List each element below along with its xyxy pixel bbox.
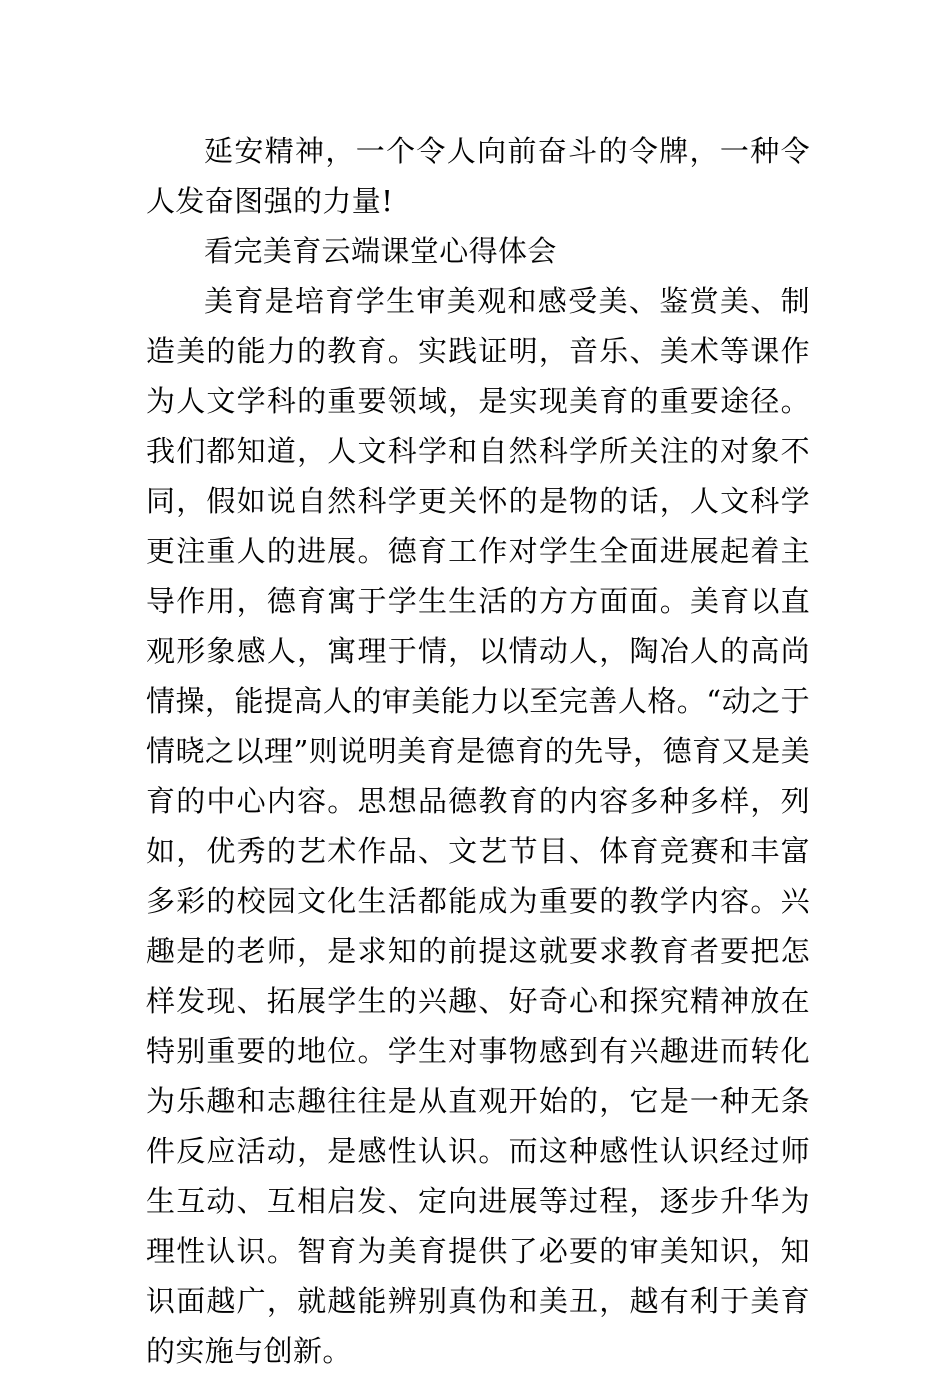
paragraph-yanan-spirit: 延安精神，一个令人向前奋斗的令牌，一种令人发奋图强的力量! — [146, 134, 810, 218]
document-body — [146, 126, 810, 1376]
section-title: 看完美育云端课堂心得体会 — [204, 234, 557, 268]
paragraph-aesthetic-education: 美育是培育学生审美观和感受美、鉴赏美、制造美的能力的教育。实践证明，音乐、美术等课作为人文学科的重要领域，是实现美育的重要途径。我们都知道，人文科学和自然科学所关注的对象不同，假如说自然科学更关怀的是物的话，人文科学更注重人的进展。德育工作对学生全面进展起着主导作用，德育寓于学生生活的方方面面。美育以直观形象感人，寓理于情，以情动人，陶冶人的高尚情操，能提高人的审美能力以至完善人格。“动之于情晓之以理”则说明美育是德育的先导，德育又是美育的中心内容。思想品德教育的内容多种多样，列如，优秀的艺术作品、文艺节目、体育竞赛和丰富多彩的校园文化生活都能成为重要的教学内容。兴趣是的老师，是求知的前提这就要求教育者要把怎样发现、拓展学生的兴趣、好奇心和探究精神放在特别重要的地位。学生对事物感到有兴趣进而转化为乐趣和志趣往往是从直观开始的，它是一种无条件反应活动，是感性认识。而这种感性认识经过师生互动、互相启发、定向进展等过程，逐步升华为理性认识。智育为美育提供了必要的审美知识，知识面越广，就越能辨别真伪和美丑，越有利于美育的实施与创新。 — [146, 284, 810, 1368]
